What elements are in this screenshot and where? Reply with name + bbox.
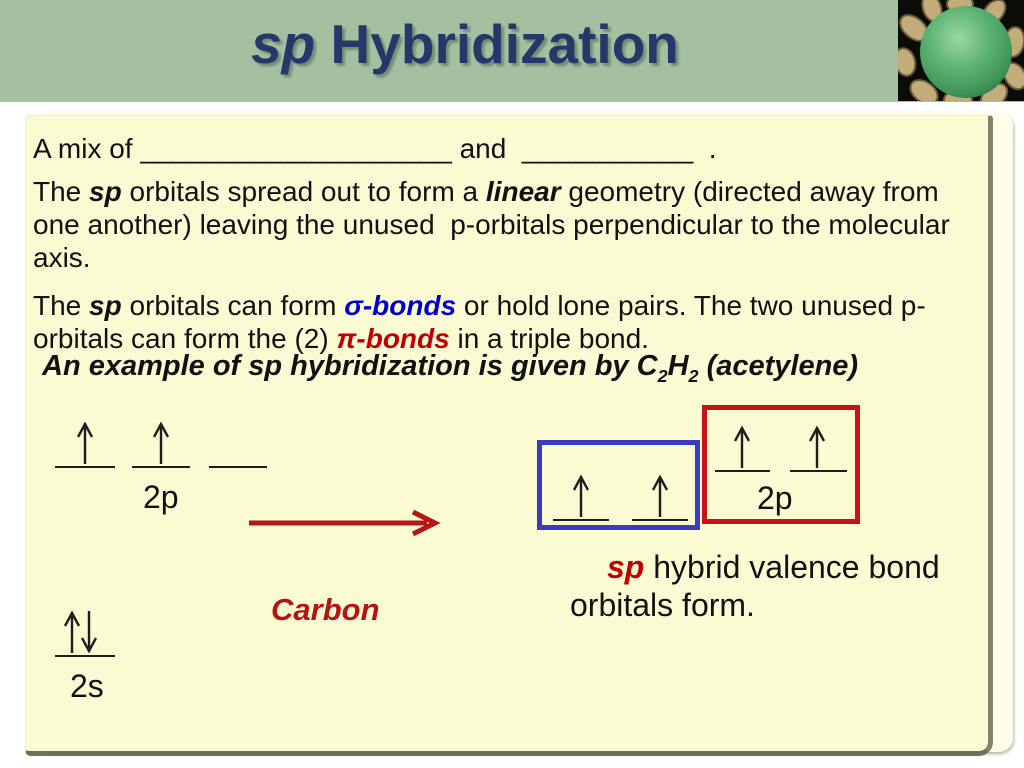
up-arrow-icon [651, 475, 669, 517]
text-segment: or hold lone pairs. The two unused p- [456, 290, 926, 321]
paragraph-sp-spread-line3: axis. [33, 242, 91, 273]
up-arrow-icon [152, 422, 170, 464]
sp-caption-line2: orbitals form. [570, 587, 755, 623]
text-segment: hybrid valence bond [644, 549, 940, 585]
label-carbon: Carbon [271, 592, 380, 627]
mix-period: . [693, 133, 717, 164]
text-segment: in a triple bond. [449, 323, 649, 354]
orbital-slot-line [132, 466, 190, 468]
orbital-slot-line [790, 470, 847, 472]
text-segment: An example of sp hybridization is given by C [42, 350, 658, 382]
orbital-slot-line [632, 519, 688, 521]
blank-1: ____________________ [140, 133, 452, 164]
green-sphere-micrograph-image [898, 0, 1024, 101]
sp-emphasis: sp [89, 176, 122, 207]
title-rest: Hybridization [315, 13, 679, 75]
up-arrow-icon [733, 426, 751, 468]
subscript-2: 2 [657, 365, 668, 386]
blank-2: ___________ [521, 133, 694, 164]
paired-electrons-arrows-icon [60, 611, 100, 653]
sp-hybrid-orbitals-box [537, 440, 700, 530]
orbital-slot-line [55, 655, 115, 657]
text-segment: H [667, 350, 689, 382]
sp-emphasis: sp [89, 290, 122, 321]
orbital-slot-line [715, 470, 770, 472]
label-2s: 2s [70, 668, 104, 704]
sigma-bonds-term: σ-bonds [344, 290, 457, 321]
paragraph-sp-spread-line1 [33, 176, 939, 208]
sp-emphasis: sp [607, 549, 645, 585]
orbital-slot-line [209, 466, 267, 468]
text-segment: orbitals can form the (2) [33, 323, 337, 354]
orbital-slot-line [55, 466, 115, 468]
text-segment: (acetylene) [698, 350, 859, 382]
example-acetylene-line [42, 350, 858, 387]
up-arrow-icon [808, 426, 826, 468]
up-arrow-icon [572, 475, 590, 517]
text-segment: The [33, 176, 90, 207]
title-sp: sp [251, 13, 316, 75]
pi-bonds-term: π-bonds [336, 323, 450, 354]
label-2p-left: 2p [143, 479, 179, 515]
reaction-right-arrow [245, 508, 441, 538]
mix-prefix: A mix of [33, 133, 141, 164]
paragraph-bonds-line1 [33, 290, 926, 322]
sp-caption-line1 [607, 549, 940, 586]
text-segment: orbitals spread out to form a [121, 176, 486, 207]
linear-emphasis: linear [485, 176, 561, 207]
page-title [0, 12, 930, 76]
subscript-2: 2 [688, 365, 699, 386]
fill-in-blank-line [33, 133, 717, 165]
text-segment: geometry (directed away from [560, 176, 939, 207]
mix-and: and [451, 133, 522, 164]
text-segment: orbitals can form [121, 290, 345, 321]
up-arrow-icon [76, 422, 94, 464]
orbital-slot-line [553, 519, 609, 521]
label-2p-right: 2p [757, 480, 793, 516]
paragraph-sp-spread-line2: one another) leaving the unused p-orbitals perpendicular to the molecular [33, 209, 950, 240]
text-segment: The [33, 290, 90, 321]
